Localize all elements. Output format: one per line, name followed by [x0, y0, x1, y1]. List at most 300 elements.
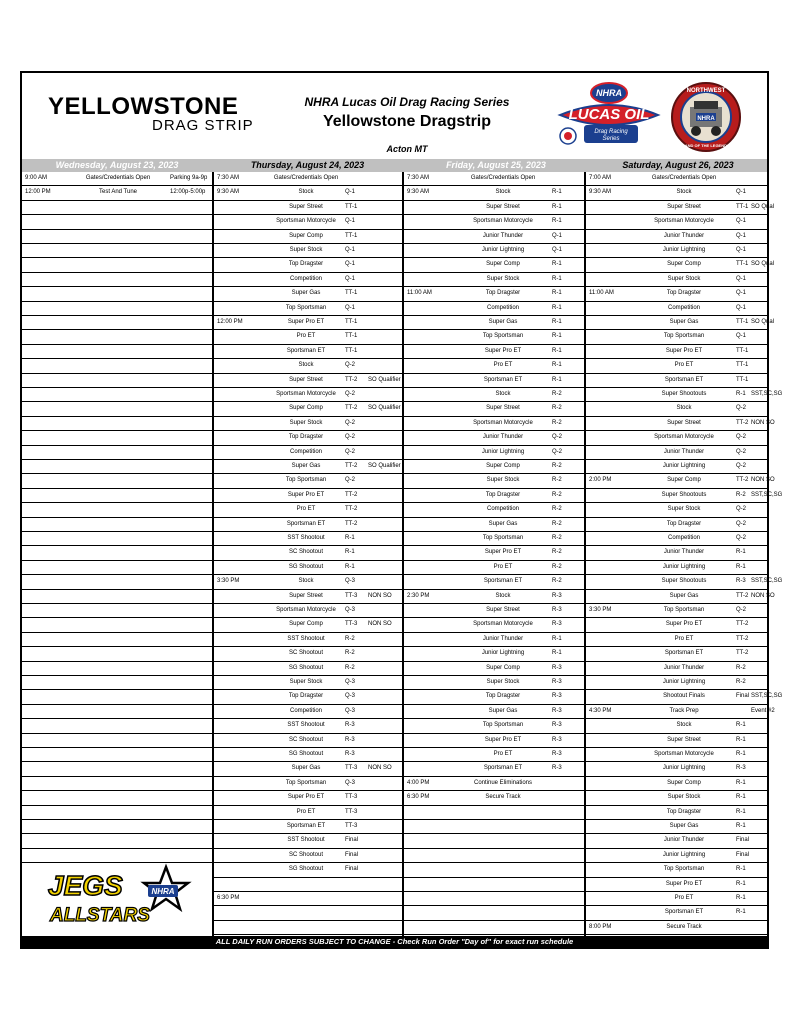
schedule-row — [586, 777, 767, 791]
time-cell: 12:00 PM — [25, 189, 51, 196]
class-cell: Pro ET — [493, 751, 513, 757]
round-cell: R-1 — [736, 808, 746, 815]
lucas-logo-main: LUCAS OIL — [568, 106, 650, 123]
schedule-row — [586, 316, 775, 330]
class-cell: Super Street — [667, 419, 701, 426]
round-cell: R-1 — [736, 866, 746, 873]
schedule-row — [586, 532, 767, 546]
schedule-row — [586, 359, 767, 373]
schedule-row — [404, 734, 584, 748]
class-cell: Stock — [495, 391, 511, 397]
class-cell: Junior Lightning — [481, 650, 525, 657]
time-cell: 8:00 PM — [589, 923, 612, 930]
round-cell: Q-2 — [345, 391, 356, 397]
round-cell: R-1 — [736, 549, 746, 556]
note-cell: NON SO — [368, 592, 392, 599]
class-cell: Track Prep — [669, 707, 699, 714]
class-cell: Stock — [298, 362, 314, 369]
class-cell: SC Shootout — [288, 549, 324, 556]
class-cell: Super Comp — [289, 405, 323, 412]
class-cell: Sportsman ET — [483, 765, 523, 772]
class-cell: Pro ET — [296, 808, 316, 815]
round-cell: Final — [736, 693, 750, 700]
round-cell: R-1 — [552, 203, 562, 210]
class-cell: Stock — [676, 405, 692, 412]
schedule-row — [404, 316, 584, 330]
schedule-row — [404, 863, 584, 877]
class-cell: Sportsman ET — [664, 376, 704, 383]
round-cell: TT-1 — [345, 333, 358, 340]
schedule-row — [586, 374, 767, 388]
schedule-row — [22, 590, 212, 604]
class-cell: Junior Lightning — [481, 448, 525, 455]
class-cell: Junior Lightning — [662, 765, 706, 772]
class-cell: Junior Thunder — [482, 635, 524, 642]
round-cell: R-3 — [736, 578, 746, 585]
note-cell: Parking 9a-9p — [170, 175, 208, 181]
round-cell: TT-1 — [736, 261, 749, 268]
class-cell: Secure Track — [485, 794, 521, 801]
schedule-row — [586, 791, 767, 805]
round-cell: R-3 — [552, 592, 562, 599]
schedule-row — [214, 878, 402, 892]
class-cell: Super Stock — [486, 679, 520, 685]
schedule-row — [214, 186, 402, 200]
schedule-row — [586, 287, 767, 301]
round-cell: Q-2 — [345, 434, 356, 441]
schedule-row — [404, 647, 584, 661]
schedule-row — [22, 604, 212, 618]
round-cell: R-3 — [552, 707, 562, 714]
schedule-row — [404, 546, 584, 560]
schedule-row — [22, 820, 212, 834]
class-cell: SST Shootout — [287, 635, 325, 642]
class-cell: Super Shootouts — [661, 391, 707, 397]
class-cell: Super Pro ET — [287, 491, 325, 498]
class-cell: Sportsman Motorcycle — [654, 218, 714, 225]
schedule-row — [586, 618, 767, 632]
schedule-row — [214, 244, 402, 258]
page-header — [22, 73, 767, 159]
schedule-row — [214, 834, 402, 848]
time-cell: 6:30 PM — [407, 794, 430, 801]
schedule-row — [22, 230, 212, 244]
class-cell: Stock — [676, 722, 692, 729]
event-cell: Gates/Credentials Open — [85, 175, 151, 181]
schedule-row — [586, 244, 767, 258]
nw-logo-bottom: LAND OF THE LEGENDS — [682, 143, 730, 148]
jegs-allstars-logo — [44, 865, 188, 929]
round-cell: Q-1 — [736, 333, 747, 340]
round-cell: Q-1 — [345, 275, 356, 282]
schedule-row — [586, 215, 767, 229]
round-cell: R-1 — [736, 895, 746, 901]
schedule-row — [22, 633, 212, 647]
schedule-row — [214, 705, 402, 719]
round-cell: Q-1 — [345, 218, 356, 225]
class-cell: Sportsman ET — [483, 578, 523, 585]
schedule-row — [214, 230, 402, 244]
schedule-row — [404, 474, 584, 488]
class-cell: SC Shootout — [288, 650, 324, 657]
schedule-row — [404, 345, 584, 359]
lucas-oil-series-logo — [556, 81, 662, 147]
round-cell: Final — [345, 851, 359, 858]
round-cell: R-1 — [552, 189, 562, 196]
round-cell: R-1 — [345, 549, 355, 556]
schedule-row — [404, 633, 584, 647]
class-cell: Gates/Credentials Open — [470, 175, 536, 181]
lucas-logo-sub2: Series — [602, 136, 620, 142]
schedule-row — [404, 705, 584, 719]
class-cell: Junior Thunder — [663, 837, 705, 844]
round-cell: R-2 — [345, 635, 355, 642]
round-cell: TT-3 — [345, 765, 358, 772]
schedule-row — [214, 518, 402, 532]
schedule-row — [214, 762, 402, 776]
schedule-row — [586, 431, 767, 445]
class-cell: Pro ET — [493, 362, 513, 369]
schedule-row — [214, 676, 402, 690]
class-cell: Super Comp — [486, 463, 520, 469]
note-cell: SO Qualifier — [368, 463, 401, 469]
round-cell: R-2 — [552, 491, 562, 498]
day-header-bar — [22, 159, 767, 172]
schedule-row — [214, 719, 402, 733]
schedule-row — [22, 762, 212, 776]
class-cell: Junior Lightning — [662, 679, 706, 685]
yellowstone-logo — [48, 93, 254, 135]
time-cell: 6:30 PM — [217, 895, 240, 901]
round-cell: Q-2 — [736, 506, 747, 513]
round-cell: R-3 — [345, 722, 355, 729]
schedule-row — [404, 359, 584, 373]
round-cell: R-2 — [345, 650, 355, 657]
class-cell: Super Gas — [291, 765, 321, 772]
schedule-row — [586, 719, 767, 733]
class-cell: Sportsman ET — [664, 909, 704, 916]
note-cell: NON SO — [751, 477, 775, 484]
footer-disclaimer: ALL DAILY RUN ORDERS SUBJECT TO CHANGE - Check Run Order "Day of" for exact run schedule — [22, 936, 767, 947]
class-cell: Super Pro ET — [484, 347, 522, 354]
schedule-row — [404, 575, 584, 589]
schedule-row — [214, 618, 402, 632]
class-cell: Sportsman Motorcycle — [276, 607, 336, 613]
schedule-row — [404, 590, 584, 604]
schedule-row — [404, 302, 584, 316]
class-cell: Super Gas — [291, 463, 321, 469]
note-cell: SO Qual — [751, 319, 775, 325]
round-cell: R-3 — [552, 736, 562, 743]
class-cell: Super Gas — [669, 823, 699, 829]
time-cell: 4:30 PM — [589, 707, 612, 714]
schedule-row — [214, 388, 402, 402]
round-cell: Q-2 — [736, 535, 747, 541]
schedule-row — [22, 777, 212, 791]
schedule-row — [404, 374, 584, 388]
schedule-row — [404, 676, 584, 690]
class-cell: Sportsman ET — [664, 650, 704, 657]
round-cell: TT-3 — [345, 808, 358, 815]
round-cell: Q-2 — [736, 405, 747, 412]
schedule-row — [404, 201, 584, 215]
time-cell: 3:30 PM — [589, 607, 612, 613]
class-cell: Sportsman Motorcycle — [473, 621, 533, 628]
schedule-row — [214, 546, 402, 560]
schedule-row — [214, 417, 402, 431]
class-cell: Super Stock — [289, 679, 323, 685]
round-cell: TT-2 — [736, 477, 749, 484]
schedule-row — [586, 518, 767, 532]
class-cell: Super Stock — [289, 247, 323, 253]
round-cell: Q-1 — [736, 304, 747, 311]
class-cell: Stock — [298, 189, 314, 196]
class-cell: Junior Thunder — [663, 664, 705, 671]
note-cell: SST,SC,SG — [751, 491, 783, 498]
round-cell: TT-2 — [736, 419, 749, 426]
schedule-row — [22, 532, 212, 546]
schedule-row — [214, 359, 402, 373]
time-cell: 2:30 PM — [407, 592, 430, 599]
schedule-row — [586, 921, 767, 935]
schedule-row — [22, 287, 212, 301]
class-cell: Super Street — [486, 405, 520, 412]
round-cell: Q-1 — [736, 218, 747, 225]
class-cell: Top Dragster — [485, 693, 521, 700]
class-cell: Junior Thunder — [663, 549, 705, 556]
round-cell: Final — [345, 866, 359, 873]
schedule-row — [586, 906, 767, 920]
round-cell: R-3 — [552, 722, 562, 729]
class-cell: SC Shootout — [288, 736, 324, 743]
time-cell: 7:00 AM — [589, 175, 612, 181]
round-cell: TT-2 — [736, 621, 749, 628]
note-cell: SO Qualifier — [368, 376, 401, 383]
schedule-row — [22, 834, 212, 848]
schedule-row — [404, 777, 584, 791]
jegs-logo-badge: NHRA — [151, 887, 175, 896]
time-cell: 2:00 PM — [589, 477, 612, 484]
time-cell: 3:30 PM — [217, 578, 240, 585]
schedule-row — [214, 287, 402, 301]
note-cell: 12:00p-5:00p — [170, 189, 206, 196]
class-cell: Pro ET — [296, 506, 316, 513]
schedule-row — [404, 258, 584, 272]
schedule-row — [586, 172, 767, 186]
schedule-row — [586, 273, 767, 287]
round-cell: Q-3 — [345, 693, 356, 700]
schedule-row — [404, 532, 584, 546]
series-title: NHRA Lucas Oil Drag Racing Series — [304, 95, 510, 109]
schedule-row — [214, 590, 402, 604]
round-cell: TT-1 — [736, 319, 749, 325]
class-cell: Competition — [289, 707, 322, 714]
schedule-row — [586, 330, 767, 344]
schedule-row — [404, 431, 584, 445]
round-cell: TT-1 — [345, 347, 358, 354]
round-cell: Q-1 — [345, 247, 356, 253]
jegs-logo-main: JEGS — [48, 870, 123, 901]
class-cell: Sportsman Motorcycle — [473, 419, 533, 426]
round-cell: TT-1 — [345, 290, 358, 297]
round-cell: Q-1 — [736, 275, 747, 282]
note-cell: SO Qual — [751, 203, 775, 210]
round-cell: TT-2 — [736, 635, 749, 642]
class-cell: Gates/Credentials Open — [273, 175, 339, 181]
schedule-row — [404, 244, 584, 258]
class-cell: Junior Lightning — [662, 563, 706, 570]
class-cell: Super Street — [289, 376, 323, 383]
class-cell: Super Stock — [667, 794, 701, 801]
class-cell: Super Street — [289, 203, 323, 210]
class-cell: Sportsman Motorcycle — [276, 391, 336, 397]
thursday-column — [214, 172, 402, 936]
schedule-row — [586, 892, 767, 906]
lucas-logo-sub1: Drag Racing — [594, 129, 628, 135]
schedule-row — [22, 676, 212, 690]
class-cell: Top Dragster — [288, 261, 324, 268]
class-cell: Top Sportsman — [663, 607, 705, 613]
round-cell: R-1 — [552, 290, 562, 297]
schedule-row — [404, 460, 584, 474]
time-cell: 11:00 AM — [589, 290, 614, 297]
schedule-row — [586, 690, 783, 704]
schedule-row — [404, 849, 584, 863]
class-cell: Gates/Credentials Open — [651, 175, 717, 181]
round-cell: R-2 — [552, 506, 562, 513]
schedule-row — [214, 474, 402, 488]
class-cell: Super Street — [667, 203, 701, 210]
class-cell: Sportsman Motorcycle — [473, 218, 533, 225]
schedule-row — [22, 474, 212, 488]
round-cell: R-1 — [552, 319, 562, 325]
event-cell: Test And Tune — [98, 189, 138, 196]
round-cell: R-1 — [552, 650, 562, 657]
schedule-row — [214, 489, 402, 503]
class-cell: Top Sportsman — [482, 333, 524, 340]
class-cell: SG Shootout — [288, 751, 324, 757]
round-cell: R-1 — [552, 347, 562, 354]
class-cell: Junior Thunder — [663, 448, 705, 455]
schedule-row — [22, 359, 212, 373]
note-cell: NON SO — [751, 419, 775, 426]
schedule-row — [586, 388, 783, 402]
schedule-row — [586, 604, 767, 618]
round-cell: R-2 — [552, 463, 562, 469]
schedule-row — [586, 345, 767, 359]
class-cell: Sportsman ET — [286, 347, 326, 354]
schedule-row — [214, 604, 402, 618]
schedule-row — [22, 431, 212, 445]
round-cell: TT-1 — [345, 319, 358, 325]
round-cell: R-2 — [552, 520, 562, 527]
round-cell: R-1 — [552, 275, 562, 282]
schedule-row — [404, 330, 584, 344]
round-cell: Q-1 — [345, 261, 356, 268]
class-cell: Super Gas — [291, 290, 321, 297]
class-cell: Super Pro ET — [287, 794, 325, 801]
class-cell: Shootout Finals — [663, 693, 705, 700]
round-cell: R-1 — [552, 218, 562, 225]
schedule-row — [214, 820, 402, 834]
class-cell: Super Pro ET — [484, 736, 522, 743]
schedule-row — [404, 719, 584, 733]
saturday-column — [586, 172, 783, 936]
schedule-row — [214, 460, 402, 474]
schedule-row — [214, 316, 402, 330]
schedule-row — [22, 345, 212, 359]
round-cell: TT-1 — [736, 203, 749, 210]
schedule-row — [22, 791, 212, 805]
class-cell: Top Sportsman — [663, 333, 705, 340]
schedule-row — [22, 806, 212, 820]
schedule-row — [22, 518, 212, 532]
class-cell: Pro ET — [674, 635, 694, 642]
schedule-row — [214, 791, 402, 805]
schedule-row — [586, 474, 775, 488]
round-cell: R-2 — [552, 578, 562, 585]
schedule-row — [22, 489, 212, 503]
round-cell: TT-2 — [345, 491, 358, 498]
note-cell: SST,SC,SG — [751, 693, 783, 700]
round-cell: R-1 — [736, 736, 746, 743]
schedule-row — [22, 849, 212, 863]
schedule-row — [404, 878, 584, 892]
schedule-row — [586, 676, 767, 690]
round-cell: Q-2 — [552, 448, 563, 455]
schedule-row — [404, 287, 584, 301]
jegs-logo-sub: ALLSTARS — [50, 905, 150, 926]
class-cell: SG Shootout — [288, 664, 324, 671]
round-cell: Final — [736, 837, 750, 844]
schedule-row — [214, 863, 402, 877]
round-cell: R-3 — [552, 621, 562, 628]
schedule-row — [22, 618, 212, 632]
class-cell: Super Comp — [486, 261, 520, 268]
class-cell: Sportsman Motorcycle — [654, 434, 714, 441]
day-header-thursday: Thursday, August 24, 2023 — [250, 160, 365, 170]
time-cell: 9:30 AM — [407, 189, 430, 196]
class-cell: Super Comp — [289, 621, 323, 628]
class-cell: Top Dragster — [288, 693, 324, 700]
class-cell: Super Street — [667, 736, 701, 743]
round-cell: R-1 — [552, 304, 562, 311]
round-cell: R-1 — [736, 794, 746, 801]
wednesday-column — [22, 172, 212, 936]
schedule-row — [586, 402, 767, 416]
class-cell: Top Sportsman — [285, 477, 327, 484]
class-cell: Super Stock — [486, 477, 520, 484]
round-cell: R-1 — [736, 779, 746, 786]
round-cell: Final — [736, 851, 750, 858]
note-cell: SST,SC,SG — [751, 578, 783, 585]
class-cell: Stock — [495, 189, 511, 196]
class-cell: SST Shootout — [287, 837, 325, 844]
schedule-row — [22, 201, 212, 215]
schedule-row — [214, 215, 402, 229]
round-cell: Q-1 — [345, 304, 356, 311]
schedule-row — [22, 258, 212, 272]
schedule-row — [214, 201, 402, 215]
class-cell: Junior Thunder — [482, 434, 524, 441]
round-cell: R-1 — [552, 261, 562, 268]
round-cell: Q-1 — [736, 247, 747, 253]
class-cell: Top Sportsman — [285, 779, 327, 786]
round-cell: R-2 — [552, 405, 562, 412]
class-cell: Super Street — [486, 607, 520, 613]
schedule-row — [214, 561, 402, 575]
schedule-row — [404, 906, 584, 920]
